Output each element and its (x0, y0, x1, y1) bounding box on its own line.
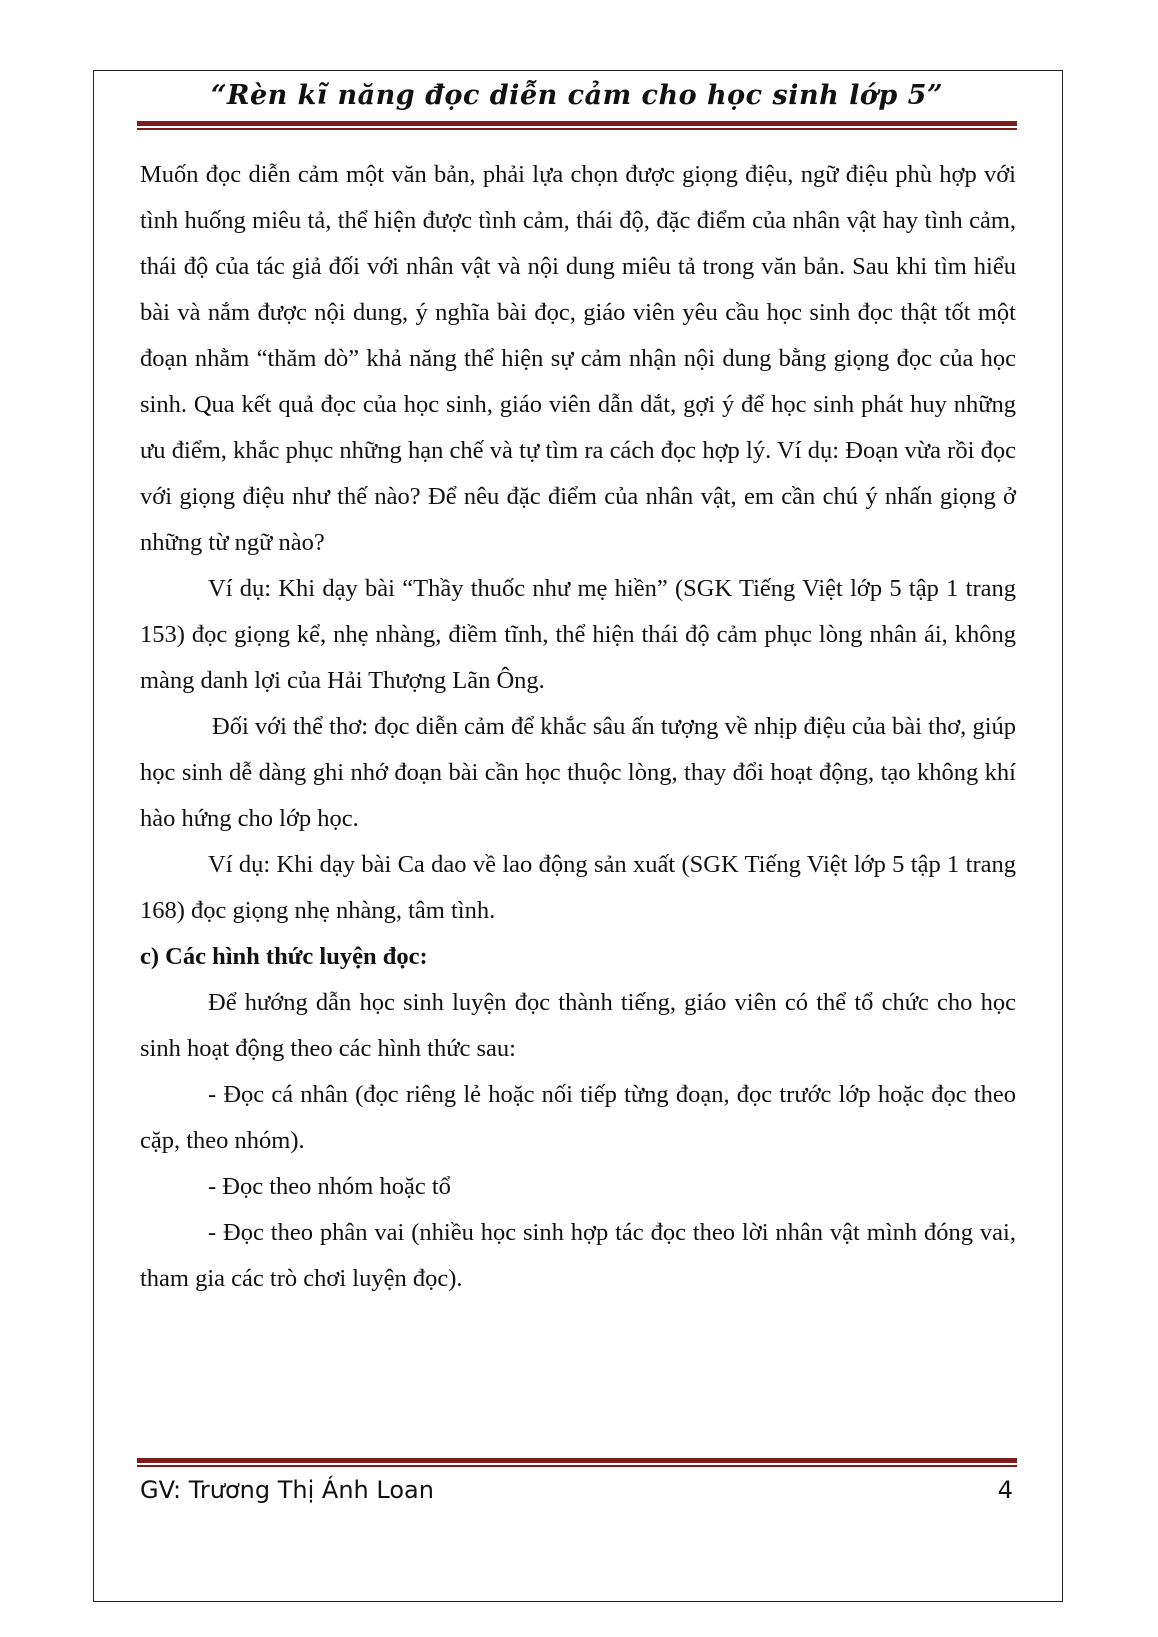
page-number: 4 (997, 1476, 1013, 1504)
list-item: - Đọc theo phân vai (nhiều học sinh hợp tác đọc theo lời nhân vật mình đóng vai, tham gia các trò chơi luyện đọc). (140, 1219, 1016, 1292)
footer-divider (137, 1458, 1017, 1467)
paragraph: Ví dụ: Khi dạy bài Ca dao về lao động sản xuất (SGK Tiếng Việt lớp 5 tập 1 trang 168) đọc giọng nhẹ nhàng, tâm tình. (140, 851, 1016, 924)
list-item: - Đọc theo nhóm hoặc tổ (208, 1173, 451, 1200)
section-heading: c) Các hình thức luyện đọc: (140, 943, 428, 970)
paragraph: Để hướng dẫn học sinh luyện đọc thành tiếng, giáo viên có thể tổ chức cho học sinh hoạt động theo các hình thức sau: (140, 989, 1016, 1062)
document-body (140, 152, 1016, 1302)
header-title: “Rèn kĩ năng đọc diễn cảm cho học sinh lớp 5” (211, 80, 943, 111)
paragraph: Đối với thể thơ: đọc diễn cảm để khắc sâu ấn tượng về nhịp điệu của bài thơ, giúp học sinh dễ dàng ghi nhớ đoạn bài cần học thuộc lòng, thay đổi hoạt động, tạo không khí hào hứng cho lớp học. (140, 713, 1016, 832)
paragraph: Ví dụ: Khi dạy bài “Thầy thuốc như mẹ hiền” (SGK Tiếng Việt lớp 5 tập 1 trang 153) đọc giọng kể, nhẹ nhàng, điềm tĩnh, thể hiện thái độ cảm phục lòng nhân ái, không màng danh lợi của Hải Thượng Lãn Ông. (140, 575, 1016, 694)
list-item: - Đọc cá nhân (đọc riêng lẻ hoặc nối tiếp từng đoạn, đọc trước lớp hoặc đọc theo cặp, theo nhóm). (140, 1081, 1016, 1154)
footer-author: GV: Trương Thị Ánh Loan (140, 1476, 434, 1504)
paragraph: Muốn đọc diễn cảm một văn bản, phải lựa chọn được giọng điệu, ngữ điệu phù hợp với tình huống miêu tả, thể hiện được tình cảm, thái độ, đặc điểm của nhân vật hay tình cảm, thái độ của tác giả đối với nhân vật và nội dung miêu tả trong văn bản. Sau khi tìm hiểu bài và nắm được nội dung, ý nghĩa bài đọc, giáo viên yêu cầu học sinh đọc thật tốt một đoạn nhằm “thăm dò” khả năng thể hiện sự cảm nhận nội dung bằng giọng đọc của học sinh. Qua kết quả đọc của học sinh, giáo viên dẫn dắt, gợi ý để học sinh phát huy những ưu điểm, khắc phục những hạn chế và tự tìm ra cách đọc hợp lý. Ví dụ: Đoạn vừa rồi đọc với giọng điệu như thế nào? Để nêu đặc điểm của nhân vật, em cần chú ý nhấn giọng ở những từ ngữ nào? (140, 161, 1016, 556)
header-divider (137, 121, 1017, 130)
